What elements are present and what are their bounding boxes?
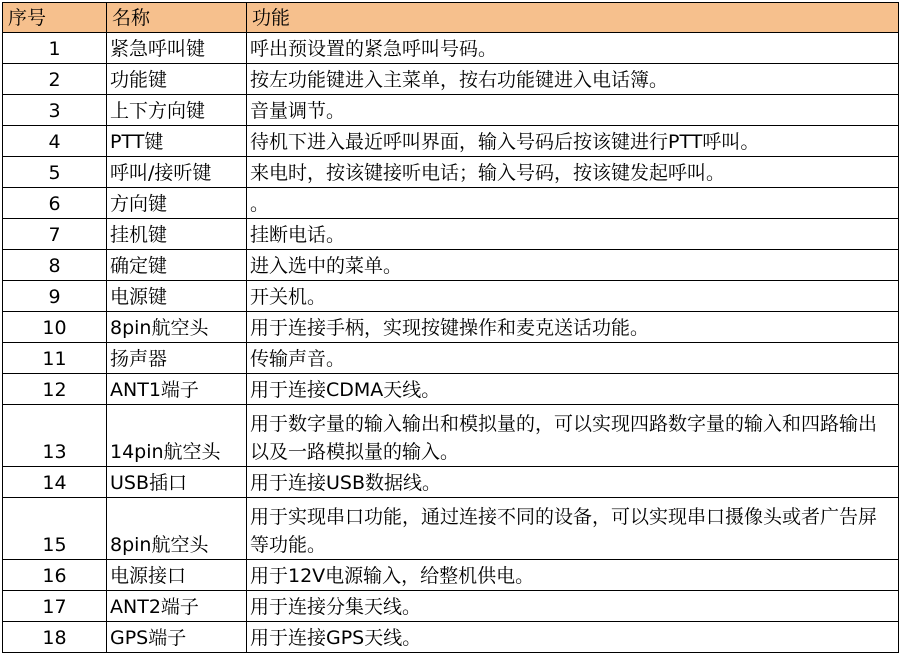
cell-function: 用于连接分集天线。 (247, 591, 899, 622)
cell-function: 用于连接手柄，实现按键操作和麦克送话功能。 (247, 312, 899, 343)
header-row (3, 3, 899, 33)
cell-function: 用于连接USB数据线。 (247, 467, 899, 498)
table-row (3, 157, 899, 188)
cell-name: GPS端子 (107, 622, 247, 653)
table-row (3, 312, 899, 343)
table-row (3, 64, 899, 95)
cell-function: 进入选中的菜单。 (247, 250, 899, 281)
table-row (3, 188, 899, 219)
cell-function: 音量调节。 (247, 95, 899, 126)
table-row (3, 622, 899, 653)
table-row (3, 374, 899, 405)
cell-name: 上下方向键 (107, 95, 247, 126)
cell-name: 呼叫/接听键 (107, 157, 247, 188)
cell-number: 16 (3, 560, 107, 591)
cell-name: 8pin航空头 (107, 312, 247, 343)
table-row (3, 33, 899, 64)
cell-name: 14pin航空头 (107, 405, 247, 467)
table-body (3, 33, 899, 653)
table-row (3, 343, 899, 374)
cell-number: 1 (3, 33, 107, 64)
cell-name: 电源接口 (107, 560, 247, 591)
cell-number: 14 (3, 467, 107, 498)
cell-name: 方向键 (107, 188, 247, 219)
cell-number: 12 (3, 374, 107, 405)
table-row (3, 126, 899, 157)
cell-number: 9 (3, 281, 107, 312)
cell-number: 3 (3, 95, 107, 126)
cell-function: 待机下进入最近呼叫界面，输入号码后按该键进行PTT呼叫。 (247, 126, 899, 157)
table-row (3, 405, 899, 467)
cell-function: 来电时，按该键接听电话；输入号码，按该键发起呼叫。 (247, 157, 899, 188)
cell-number: 13 (3, 405, 107, 467)
cell-number: 8 (3, 250, 107, 281)
table-row (3, 281, 899, 312)
cell-number: 18 (3, 622, 107, 653)
cell-function: 用于实现串口功能，通过连接不同的设备，可以实现串口摄像头或者广告屏等功能。 (247, 498, 899, 560)
cell-name: 电源键 (107, 281, 247, 312)
cell-number: 5 (3, 157, 107, 188)
cell-function: 传输声音。 (247, 343, 899, 374)
cell-name: 8pin航空头 (107, 498, 247, 560)
cell-function: 开关机。 (247, 281, 899, 312)
cell-name: 功能键 (107, 64, 247, 95)
cell-function: 用于连接CDMA天线。 (247, 374, 899, 405)
table-row (3, 467, 899, 498)
cell-function: 挂断电话。 (247, 219, 899, 250)
cell-number: 10 (3, 312, 107, 343)
cell-function: 用于12V电源输入，给整机供电。 (247, 560, 899, 591)
table-header (3, 3, 899, 33)
cell-number: 15 (3, 498, 107, 560)
cell-name: ANT1端子 (107, 374, 247, 405)
table-row (3, 219, 899, 250)
cell-function: 用于连接GPS天线。 (247, 622, 899, 653)
cell-number: 2 (3, 64, 107, 95)
cell-number: 11 (3, 343, 107, 374)
header-function: 功能 (247, 3, 899, 33)
cell-number: 7 (3, 219, 107, 250)
table-row (3, 498, 899, 560)
cell-number: 6 (3, 188, 107, 219)
cell-name: USB插口 (107, 467, 247, 498)
cell-name: 挂机键 (107, 219, 247, 250)
cell-function: 。 (247, 188, 899, 219)
cell-name: 紧急呼叫键 (107, 33, 247, 64)
cell-name: 确定键 (107, 250, 247, 281)
cell-name: PTT键 (107, 126, 247, 157)
header-name: 名称 (107, 3, 247, 33)
table-row (3, 560, 899, 591)
cell-number: 4 (3, 126, 107, 157)
key-function-table (2, 2, 899, 653)
cell-function: 呼出预设置的紧急呼叫号码。 (247, 33, 899, 64)
cell-number: 17 (3, 591, 107, 622)
cell-function: 按左功能键进入主菜单，按右功能键进入电话簿。 (247, 64, 899, 95)
table-row (3, 95, 899, 126)
table-row (3, 591, 899, 622)
cell-function: 用于数字量的输入输出和模拟量的，可以实现四路数字量的输入和四路输出以及一路模拟量的输入。 (247, 405, 899, 467)
header-number: 序号 (3, 3, 107, 33)
table-row (3, 250, 899, 281)
cell-name: 扬声器 (107, 343, 247, 374)
cell-name: ANT2端子 (107, 591, 247, 622)
